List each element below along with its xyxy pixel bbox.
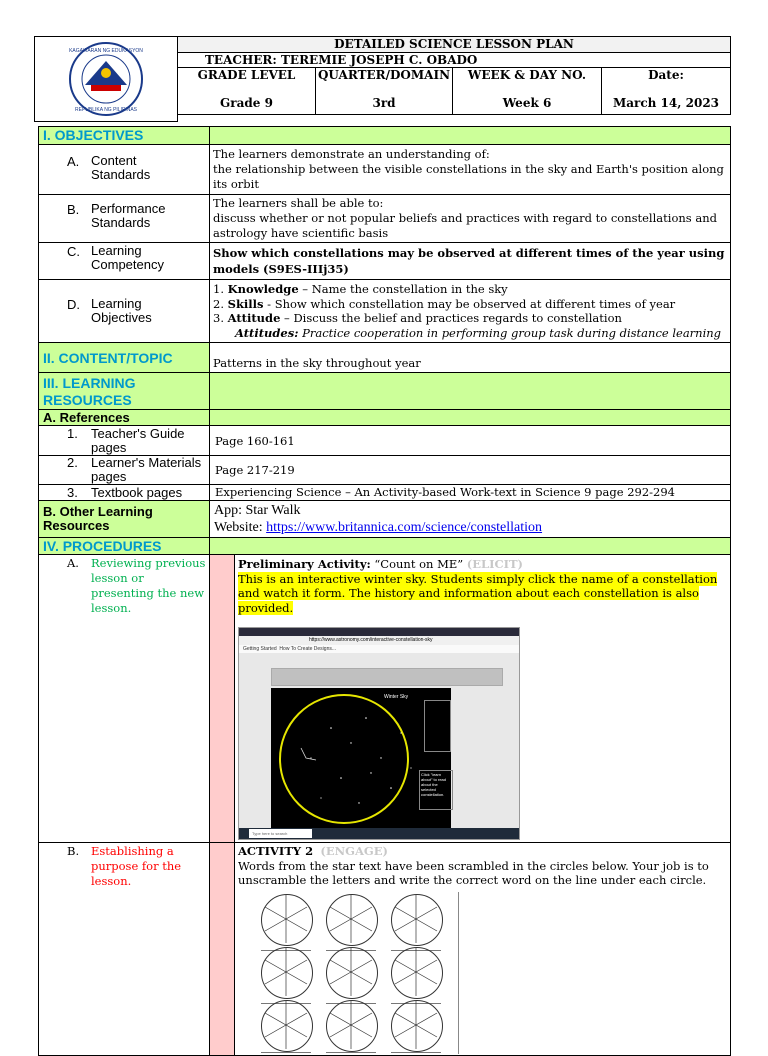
performance-standards-cell <box>210 195 731 243</box>
proc-a-cell <box>235 555 731 843</box>
date-value: March 14, 2023 <box>612 96 720 110</box>
app-name: App: Star Walk <box>214 503 301 518</box>
procedures-heading-cell <box>39 538 210 555</box>
procedures-heading: IV. PROCEDURES <box>43 538 162 554</box>
proc-a-title: Preliminary Activity: “Count on ME” (ELICIT) <box>238 557 523 571</box>
website-link[interactable]: https://www.britannica.com/science/constellation <box>266 520 543 535</box>
content-heading-cell <box>39 343 210 373</box>
proc-b-pink <box>210 843 235 1056</box>
bookmarks-bar: Getting Started How To Create Designs... <box>239 645 519 653</box>
tg-label-cell <box>39 426 210 456</box>
tg-label: Teacher's Guide pages <box>91 426 185 455</box>
lo-attitude: 3. Attitude – Discuss the belief and practices regards to constellation <box>213 311 622 325</box>
sky-screenshot <box>238 627 520 840</box>
proc-b-cell <box>235 843 731 1056</box>
proc-a-pink <box>210 555 235 843</box>
objectives-heading-cell <box>39 127 210 145</box>
date-label: Date: <box>648 68 684 82</box>
references-empty <box>210 410 731 426</box>
browser-address-bar: https://www.astronomy.com/interactive-constellation-sky <box>239 636 519 645</box>
quarter-value: 3rd <box>372 96 396 110</box>
proc-b-letter: B. <box>67 844 80 858</box>
performance-line2: discuss whether or not popular beliefs and practices with regard to constellations and astrology have scientific basis <box>213 211 717 240</box>
learning-objectives-label <box>39 280 210 343</box>
references-label: A. References <box>43 410 130 425</box>
proc-b-body: Words from the star text have been scrambled in the circles below. Your job is to unscramble the letters and write the correct word on the line under each circle. <box>238 858 709 887</box>
learning-objectives-cell <box>210 280 731 343</box>
week-label: WEEK & DAY NO. <box>467 68 587 82</box>
plan-title: DETAILED SCIENCE LESSON PLAN <box>178 37 731 53</box>
panel-title: Winter Sky <box>384 694 409 700</box>
performance-label-text: Performance Standards <box>91 201 166 230</box>
content-standards-label-text: Content Standards <box>91 153 151 182</box>
proc-a-letter: A. <box>67 556 79 570</box>
competency-letter: C. <box>67 244 80 259</box>
teacher-name: TEACHER: TEREMIE JOSEPH C. OBADO <box>178 53 731 68</box>
objectives-heading-empty <box>210 127 731 145</box>
svg-text:REPUBLIKA NG PILIPINAS: REPUBLIKA NG PILIPINAS <box>75 107 137 113</box>
deped-logo <box>34 36 178 122</box>
tb-label: Textbook pages <box>91 485 183 500</box>
other-resources-value <box>210 501 731 538</box>
grade-value: Grade 9 <box>220 96 273 110</box>
content-standards-label <box>39 145 210 195</box>
competency-label-text: Learning Competency <box>91 243 164 272</box>
tg-value: Page 160-161 <box>210 426 731 456</box>
lesson-table <box>38 126 731 1056</box>
procedures-heading-empty <box>210 538 731 555</box>
date-cell <box>602 68 731 115</box>
scramble-worksheet <box>253 892 459 1054</box>
week-value: Week 6 <box>502 96 552 110</box>
proc-b-text: Establishing a purpose for the lesson. <box>91 844 182 888</box>
proc-a-label <box>39 555 210 843</box>
content-standards-cell <box>210 145 731 195</box>
lo-skills: 2. Skills - Show which constellation may be observed at different times of year <box>213 296 676 311</box>
proc-b-label <box>39 843 210 1056</box>
proc-a-highlight: This is an interactive winter sky. Students simply click the name of a constellation and watch it form. The history and information about each constellation is also provided. <box>238 571 718 615</box>
other-resources-label: B. Other Learning Resources <box>43 504 153 533</box>
week-cell <box>453 68 602 115</box>
website-label: Website: <box>214 520 267 535</box>
star-field <box>271 688 451 828</box>
performance-standards-label <box>39 195 210 243</box>
content-heading: II. CONTENT/TOPIC <box>43 350 173 366</box>
competency-text: Show which constellations may be observed at different times of the year using models (S9ES-IIIj35) <box>210 243 731 280</box>
resources-heading-cell <box>39 373 210 410</box>
lo-attitudes: Attitudes: Practice cooperation in performing group task during distance learning <box>235 325 722 340</box>
content-standards-letter: A. <box>67 154 80 169</box>
performance-line1: The learners shall be able to: <box>213 196 384 210</box>
proc-b-title: ACTIVITY 2 (ENGAGE) <box>238 844 388 858</box>
references-cell <box>39 410 210 426</box>
grade-label: GRADE LEVEL <box>197 68 296 82</box>
header-table <box>177 36 731 115</box>
objectives-heading: I. OBJECTIVES <box>43 127 144 143</box>
lm-label: Learner's Materials pages <box>91 455 202 484</box>
resources-heading-empty <box>210 373 731 410</box>
resources-heading: III. LEARNING RESOURCES <box>43 375 136 408</box>
content-cell <box>210 343 731 373</box>
content-standards-line1: The learners demonstrate an understanding of: <box>213 147 490 161</box>
content-topic: Patterns in the sky throughout year <box>213 356 421 370</box>
other-resources-cell <box>39 501 210 538</box>
quarter-label: QUARTER/DOMAIN <box>317 68 451 82</box>
lm-num: 2. <box>67 455 78 470</box>
content-standards-line2: the relationship between the visible constellations in the sky and Earth's position along its orbit <box>213 162 724 191</box>
performance-letter: B. <box>67 202 80 217</box>
lo-letter: D. <box>67 297 80 312</box>
competency-label <box>39 243 210 280</box>
circle-dividers <box>253 892 458 1054</box>
grade-cell <box>178 68 316 115</box>
browser-tabs <box>239 628 519 636</box>
lo-knowledge: 1. Knowledge – Name the constellation in the sky <box>213 282 508 296</box>
lm-label-cell <box>39 456 210 485</box>
tb-label-cell <box>39 485 210 501</box>
taskbar <box>239 828 519 839</box>
taskbar-search[interactable]: Type here to search <box>249 829 312 838</box>
tg-num: 1. <box>67 426 78 441</box>
info-box: Click "learn about" to read about the selected constellation. <box>419 770 453 810</box>
lm-value: Page 217-219 <box>210 456 731 485</box>
svg-text:KAGAWARAN NG EDUKASYON: KAGAWARAN NG EDUKASYON <box>69 48 143 54</box>
quarter-cell <box>316 68 453 115</box>
proc-a-text: Reviewing previous lesson or presenting the new lesson. <box>91 556 206 615</box>
tb-num: 3. <box>67 485 78 500</box>
tb-value: Experiencing Science – An Activity-based Work-text in Science 9 page 292-294 <box>210 485 731 501</box>
lo-label-text: Learning Objectives <box>91 296 152 325</box>
